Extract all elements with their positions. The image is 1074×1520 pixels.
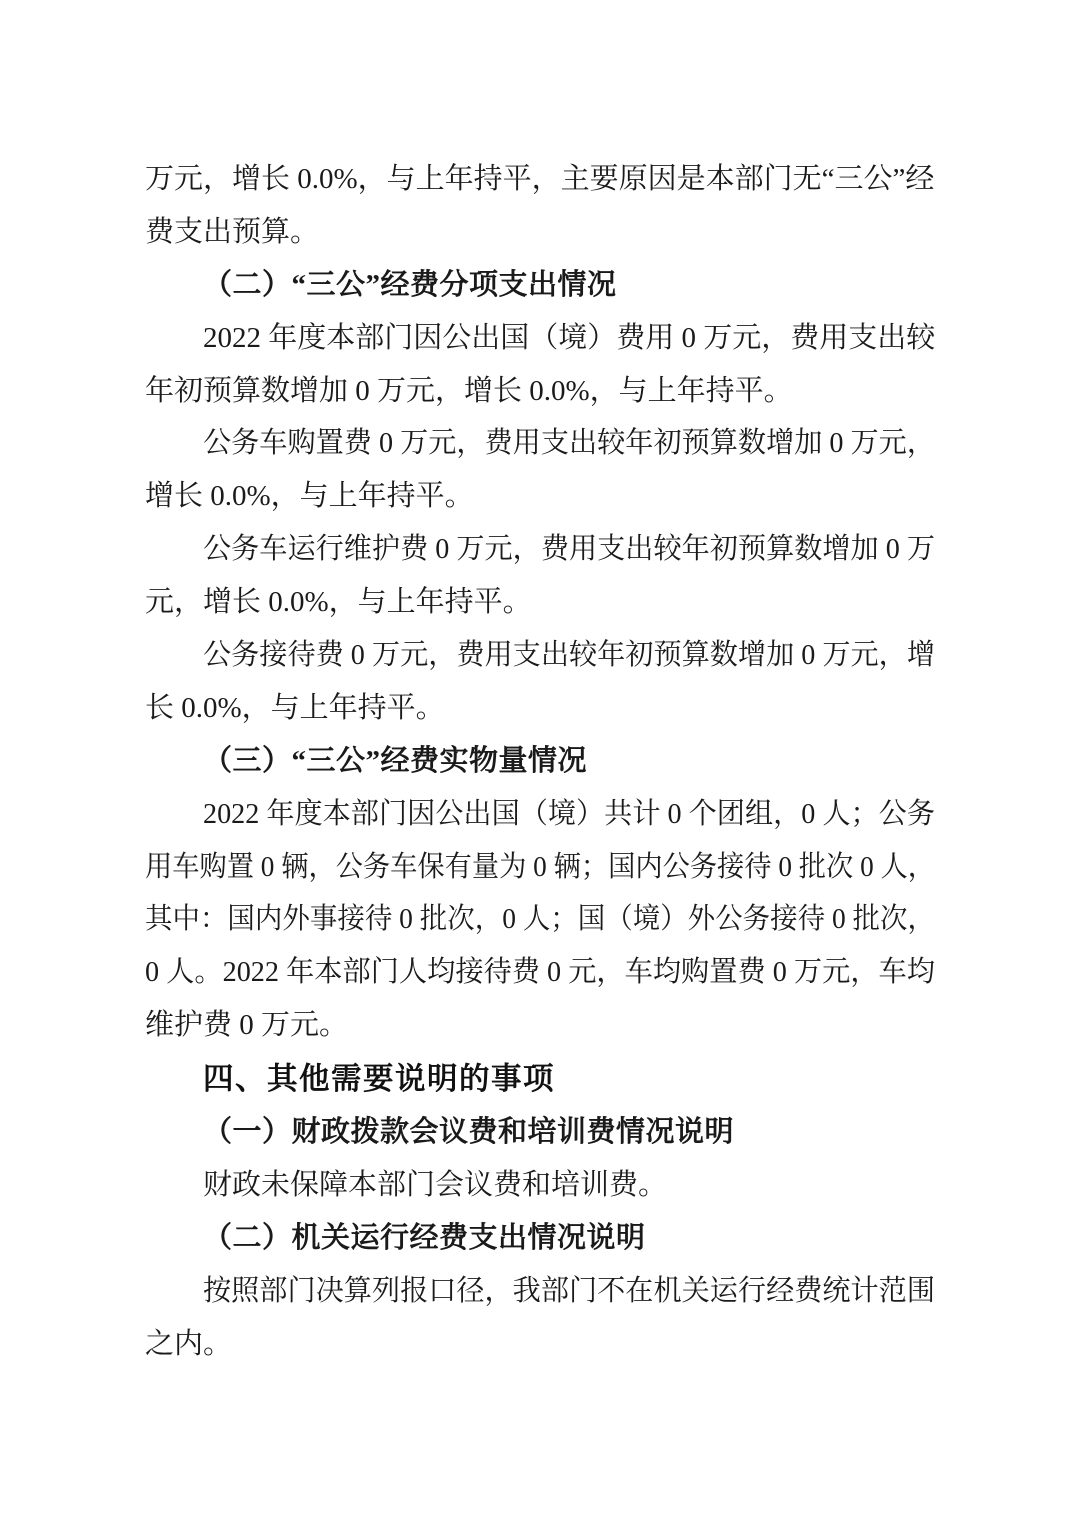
subheading-text: （三）“三公”经费实物量情况: [203, 744, 588, 777]
heading-text: 四、其他需要说明的事项: [203, 1062, 555, 1097]
paragraph-text: 2022 年度本部门因公出国（境）费用 0 万元，费用支出较: [203, 321, 936, 354]
paragraph-text: 增长 0.0%，与上年持平。: [145, 480, 474, 513]
paragraph-vehicle-maintenance-expense-line: [145, 523, 935, 576]
paragraph-text: 年初预算数增加 0 万元，增长 0.0%，与上年持平。: [145, 374, 793, 407]
paragraph-official-reception-expense-line: [145, 629, 935, 682]
paragraph-text: 按照部门决算列报口径，我部门不在机关运行经费统计范围: [203, 1274, 935, 1307]
subheading-2-sanggong-itemized-line: [145, 259, 935, 312]
paragraph-text: 用车购置 0 辆，公务车保有量为 0 辆；国内公务接待 0 批次 0 人，: [145, 850, 935, 883]
paragraph-meeting-training-statement-line: [145, 1159, 935, 1212]
paragraph-text: 之内。: [145, 1327, 233, 1360]
paragraph-text: 元，增长 0.0%，与上年持平。: [145, 586, 532, 619]
subheading-1-meeting-training-fees-line: [145, 1106, 935, 1159]
paragraph-vehicle-purchase-expense-line: [145, 470, 935, 523]
paragraph-abroad-expense-line: [145, 365, 935, 418]
subheading-3-sanggong-physical-quantity-line: [145, 735, 935, 788]
paragraph-sanggong-total-continued-line: [145, 206, 935, 259]
paragraph-text: 财政未保障本部门会议费和培训费。: [203, 1169, 668, 1202]
paragraph-text: 长 0.0%，与上年持平。: [145, 691, 445, 724]
paragraph-text: 公务车购置费 0 万元，费用支出较年初预算数增加 0 万元，: [203, 427, 935, 460]
paragraph-text: 公务接待费 0 万元，费用支出较年初预算数增加 0 万元，增: [203, 639, 935, 672]
paragraph-abroad-expense-line: [145, 312, 935, 365]
paragraph-physical-quantity-details-line: [145, 999, 935, 1052]
paragraph-text: 0 人。2022 年本部门人均接待费 0 元，车均购置费 0 万元，车均: [145, 956, 935, 989]
subheading-2-agency-operating-expense-line: [145, 1212, 935, 1265]
paragraph-text: 2022 年度本部门因公出国（境）共计 0 个团组，0 人；公务: [203, 797, 935, 830]
paragraph-vehicle-purchase-expense-line: [145, 417, 935, 470]
paragraph-text: 费支出预算。: [145, 215, 320, 248]
paragraph-text: 公务车运行维护费 0 万元，费用支出较年初预算数增加 0 万: [203, 533, 935, 566]
subheading-text: （一）财政拨款会议费和培训费情况说明: [203, 1116, 735, 1149]
paragraph-official-reception-expense-line: [145, 682, 935, 735]
paragraph-vehicle-maintenance-expense-line: [145, 576, 935, 629]
paragraph-text: 维护费 0 万元。: [145, 1009, 349, 1042]
paragraph-physical-quantity-details-line: [145, 946, 935, 999]
subheading-text: （二）“三公”经费分项支出情况: [203, 268, 617, 301]
paragraph-sanggong-total-continued-line: [145, 153, 935, 206]
heading-4-other-matters-line: [145, 1052, 935, 1106]
document-content: [145, 153, 935, 1371]
paragraph-text: 万元，增长 0.0%，与上年持平，主要原因是本部门无“三公”经: [145, 163, 935, 195]
subheading-text: （二）机关运行经费支出情况说明: [203, 1221, 646, 1254]
paragraph-physical-quantity-details-line: [145, 893, 935, 946]
paragraph-agency-operating-statement-line: [145, 1318, 935, 1371]
paragraph-agency-operating-statement-line: [145, 1265, 935, 1318]
paragraph-physical-quantity-details-line: [145, 841, 935, 894]
paragraph-physical-quantity-details-line: [145, 788, 935, 841]
paragraph-text: 其中：国内外事接待 0 批次，0 人；国（境）外公务接待 0 批次，: [145, 903, 935, 936]
